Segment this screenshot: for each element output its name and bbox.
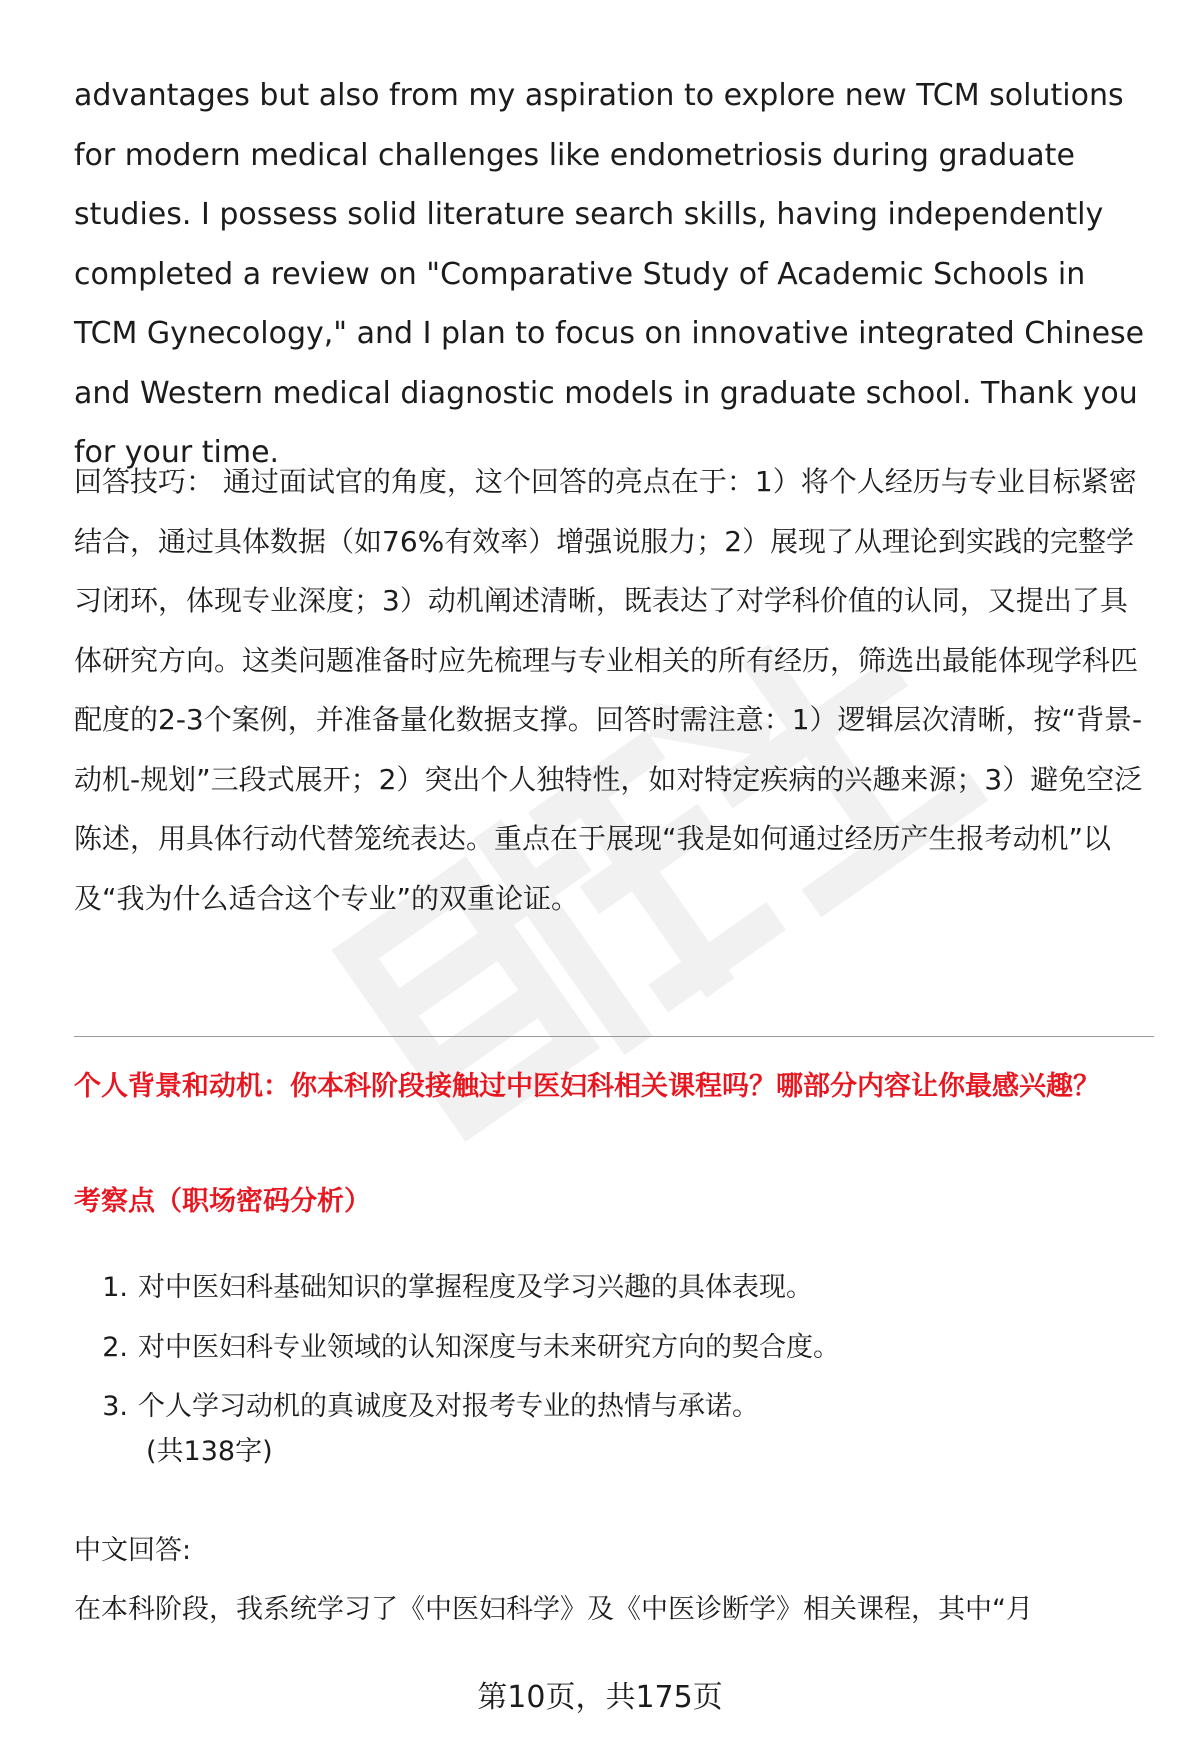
page-footer: 第10页，共175页 xyxy=(477,1680,723,1715)
list-item-number: 3. xyxy=(102,1391,128,1422)
section-divider xyxy=(74,1036,1154,1037)
chinese-answer-text: 在本科阶段，我系统学习了《中医妇科学》及《中医诊断学》相关课程，其中“月 xyxy=(74,1594,1033,1625)
answer-tips-paragraph: 回答技巧： 通过面试官的角度，这个回答的亮点在于：1）将个人经历与专业目标紧密结合，通过具体数据（如76%有效率）增强说服力；2）展现了从理论到实践的完整学习闭环，体现专业深度；3）动机阐述清晰，既表达了对学科价值的认同，又提出了具体研究方向。这类问题准备时应先梳理与专业相关的所有经历，筛选出最能体现学科匹配度的2-3个案例，并准备量化数据支撑。回答时需注意：1）逻辑层次清晰，按“背景-动机-规划”三段式展开；2）突出个人独特性，如对特定疾病的兴趣来源；3）避免空泛陈述，用具体行动代替笼统表达。重点在于展现“我是如何通过经历产生报考动机”以及“我为什么适合这个专业”的双重论证。 xyxy=(74,465,1143,915)
list-item xyxy=(74,1318,1154,1378)
list-item-number: 2. xyxy=(102,1331,128,1363)
english-answer-paragraph: advantages but also from my aspiration to explore new TCM solutions for modern medical challenges like endometriosis during graduate studies. I possess solid literature search skills, having independently completed a review on "Comparative Study of Academic Schools in TCM Gynecology," and I plan to focus on innovative integrated Chinese and Western medical diagnostic models in graduate school. Thank you for your time. xyxy=(74,78,1145,470)
question-heading: 个人背景和动机：你本科阶段接触过中医妇科相关课程吗？哪部分内容让你最感兴趣？ xyxy=(74,1071,1100,1102)
exam-points-list xyxy=(74,1258,1154,1437)
exam-points-heading: 考察点（职场密码分析） xyxy=(74,1186,371,1217)
list-item xyxy=(74,1377,1154,1437)
list-item xyxy=(74,1258,1154,1318)
word-count: (共138字) xyxy=(146,1436,273,1467)
list-item-number: 1. xyxy=(102,1272,128,1303)
list-item-text: 个人学习动机的真诚度及对报考专业的热情与承诺。 xyxy=(138,1391,759,1422)
chinese-answer-label: 中文回答: xyxy=(74,1535,192,1566)
list-item-text: 对中医妇科基础知识的掌握程度及学习兴趣的具体表现。 xyxy=(138,1272,813,1303)
list-item-text: 对中医妇科专业领域的认知深度与未来研究方向的契合度。 xyxy=(138,1331,840,1363)
